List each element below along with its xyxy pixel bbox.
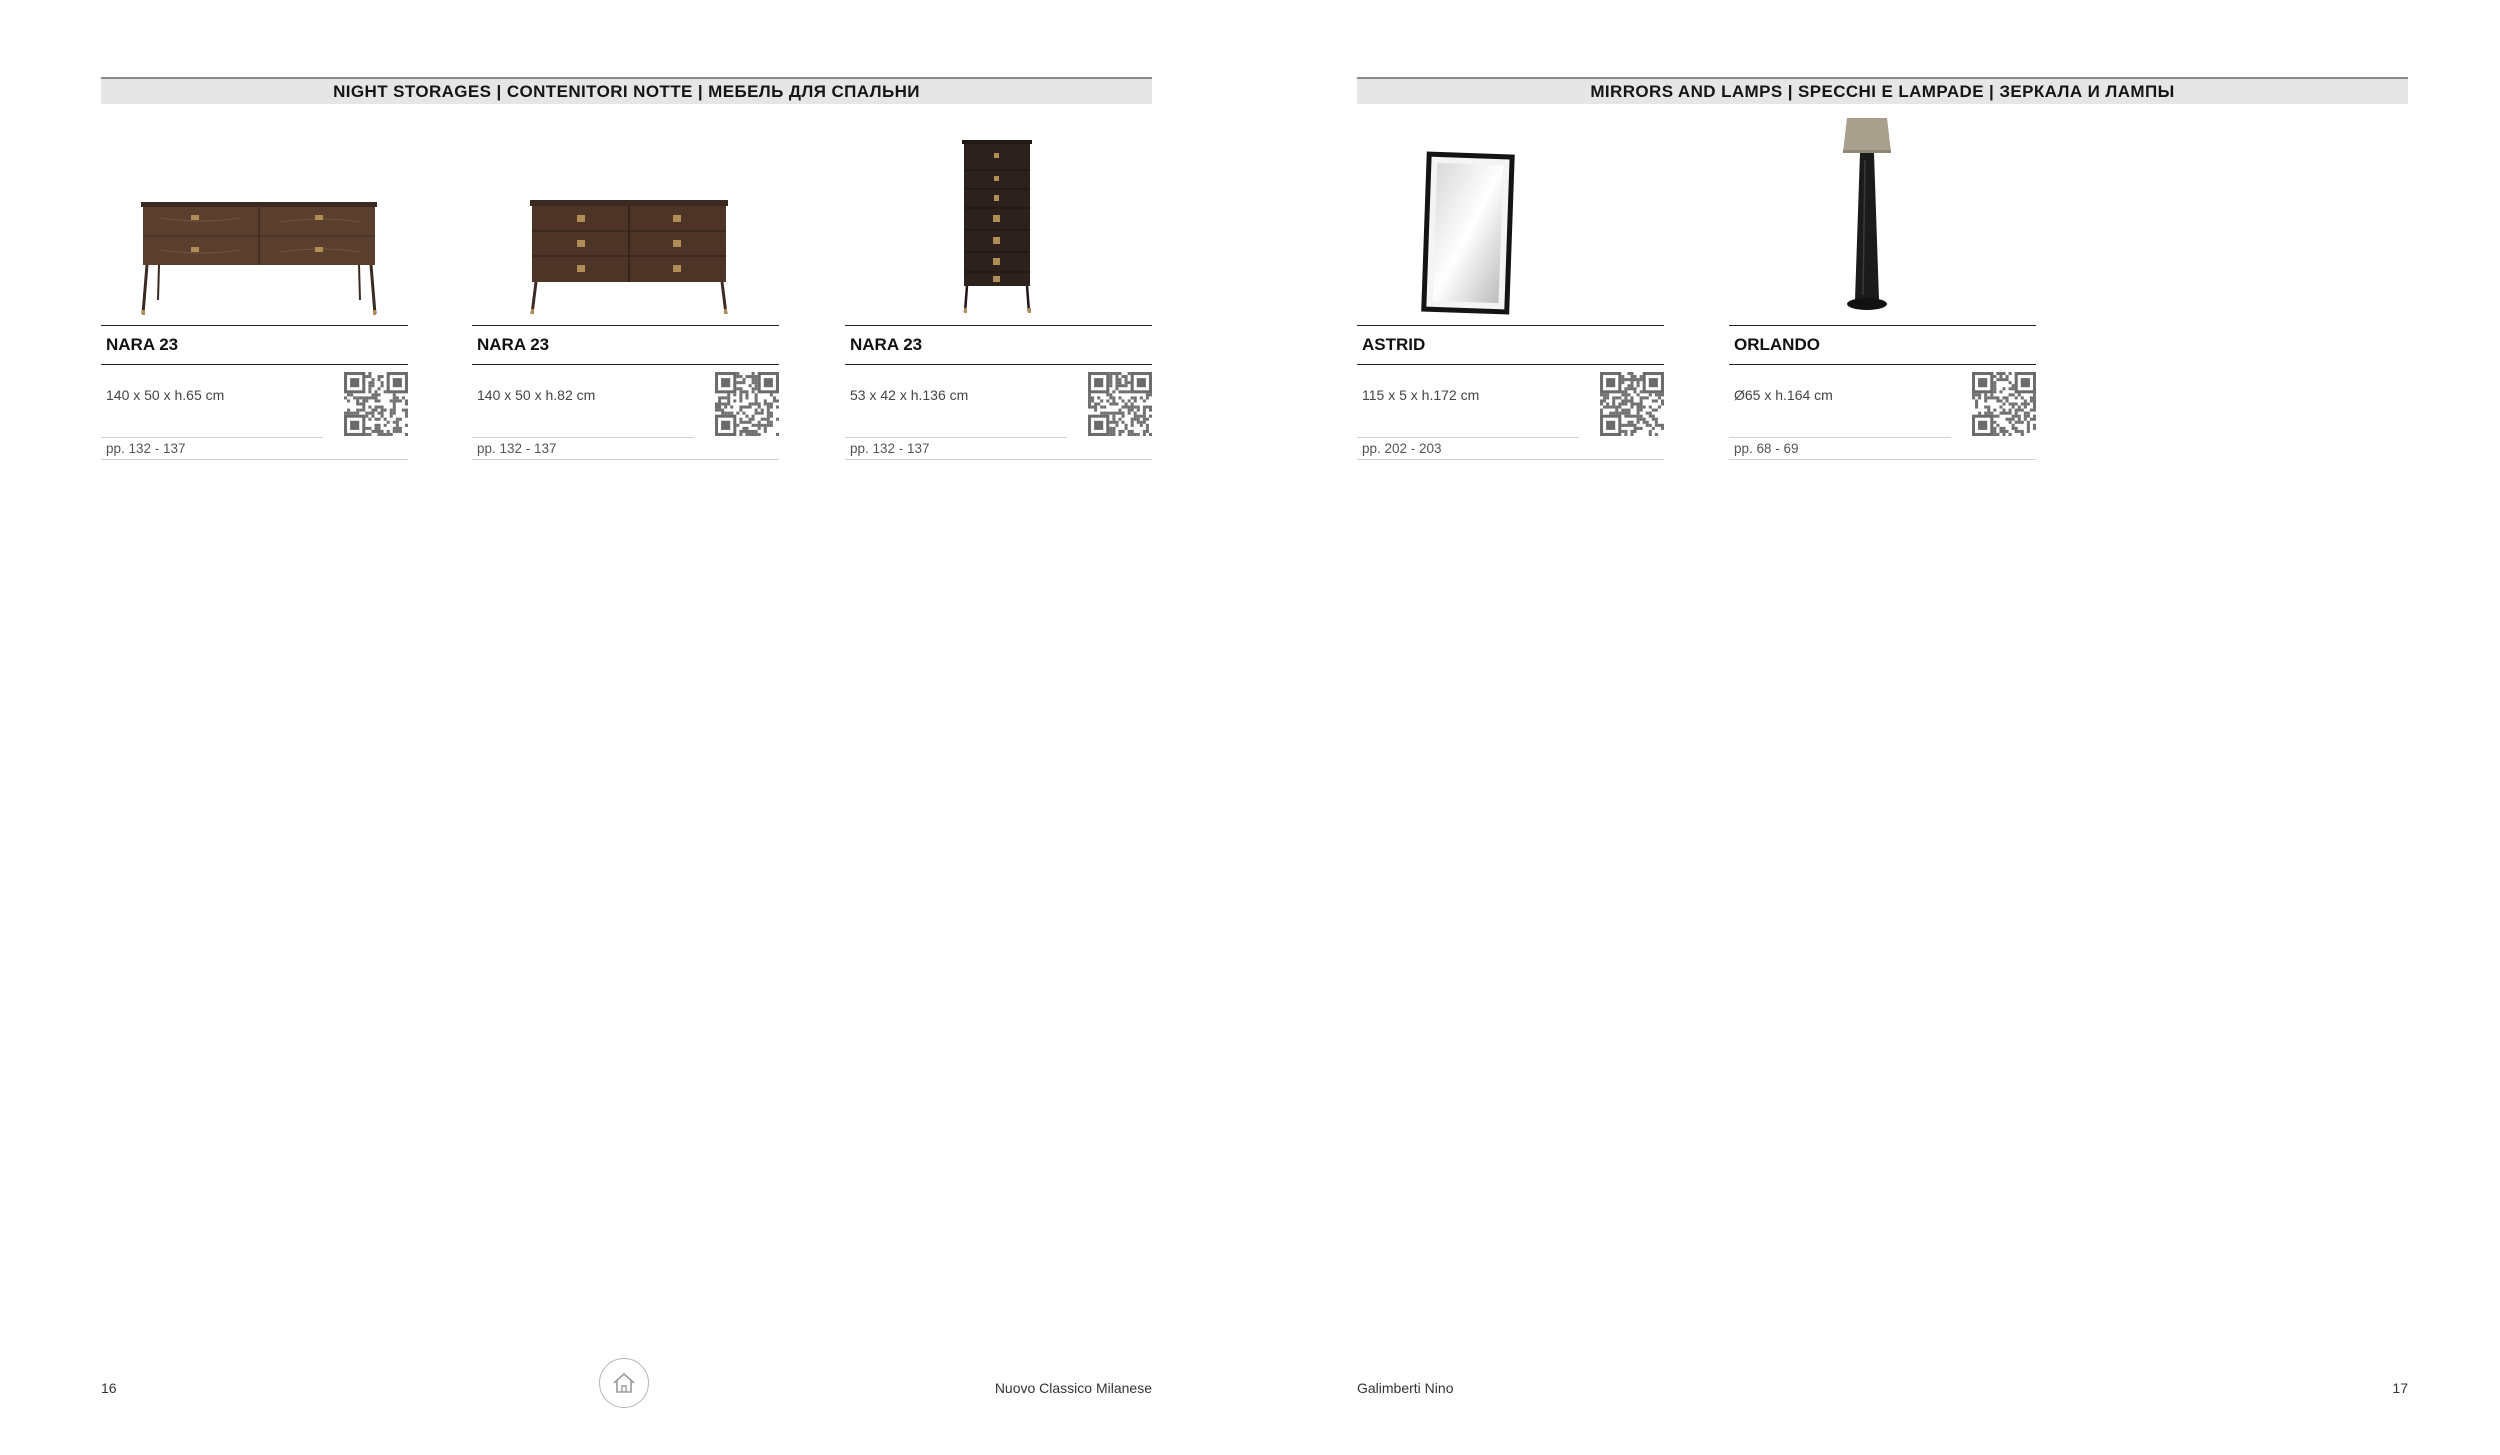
qr-code-icon[interactable]: [1972, 372, 2036, 436]
product-dimensions: 53 x 42 x h.136 cm: [850, 387, 969, 403]
low-sideboard-image: [101, 110, 408, 318]
home-icon: [609, 1368, 639, 1398]
section-header-mirrors-lamps: [1357, 77, 2408, 104]
divider: [1729, 437, 1951, 438]
divider: [845, 437, 1067, 438]
footer-brand-label: Galimberti Nino: [1357, 1380, 1454, 1396]
divider: [1357, 437, 1579, 438]
product-card[interactable]: [1357, 110, 1664, 465]
section-header-night-storages: [101, 77, 1152, 104]
divider: [1729, 459, 2036, 460]
product-dimensions: Ø65 x h.164 cm: [1734, 387, 1833, 403]
divider: [845, 459, 1152, 460]
page-reference: pp. 132 - 137: [106, 441, 186, 456]
divider: [472, 459, 779, 460]
divider: [101, 459, 408, 460]
product-card[interactable]: [1729, 110, 2036, 465]
product-dimensions: 140 x 50 x h.65 cm: [106, 387, 225, 403]
product-card[interactable]: [472, 110, 779, 465]
page-number-left: 16: [101, 1380, 117, 1396]
product-dimensions: 140 x 50 x h.82 cm: [477, 387, 596, 403]
home-button[interactable]: [599, 1358, 649, 1408]
product-name: NARA 23: [101, 325, 408, 365]
divider: [1357, 459, 1664, 460]
divider: [472, 437, 694, 438]
section-title: MIRRORS AND LAMPS | SPECCHI E LAMPADE | ЗЕРКАЛА И ЛАМПЫ: [1590, 81, 2175, 101]
page-number-right: 17: [2392, 1380, 2408, 1396]
floor-lamp-image: [1729, 110, 2036, 318]
dresser-image: [472, 110, 779, 318]
product-dimensions: 115 x 5 x h.172 cm: [1362, 387, 1480, 403]
product-name: ASTRID: [1357, 325, 1664, 365]
page-reference: pp. 132 - 137: [850, 441, 930, 456]
mirror-image: [1357, 110, 1664, 318]
page-reference: pp. 68 - 69: [1734, 441, 1799, 456]
product-card[interactable]: [101, 110, 408, 465]
qr-code-icon[interactable]: [344, 372, 408, 436]
page-reference: pp. 202 - 203: [1362, 441, 1442, 456]
qr-code-icon[interactable]: [1088, 372, 1152, 436]
qr-code-icon[interactable]: [715, 372, 779, 436]
product-name: ORLANDO: [1729, 325, 2036, 365]
page-reference: pp. 132 - 137: [477, 441, 557, 456]
product-name: NARA 23: [472, 325, 779, 365]
tall-chest-image: [845, 110, 1152, 318]
divider: [101, 437, 323, 438]
product-card[interactable]: [845, 110, 1152, 465]
qr-code-icon[interactable]: [1600, 372, 1664, 436]
section-title: NIGHT STORAGES | CONTENITORI NOTTE | МЕБЕЛЬ ДЛЯ СПАЛЬНИ: [333, 81, 920, 101]
product-name: NARA 23: [845, 325, 1152, 365]
footer-collection-label: Nuovo Classico Milanese: [994, 1380, 1152, 1396]
